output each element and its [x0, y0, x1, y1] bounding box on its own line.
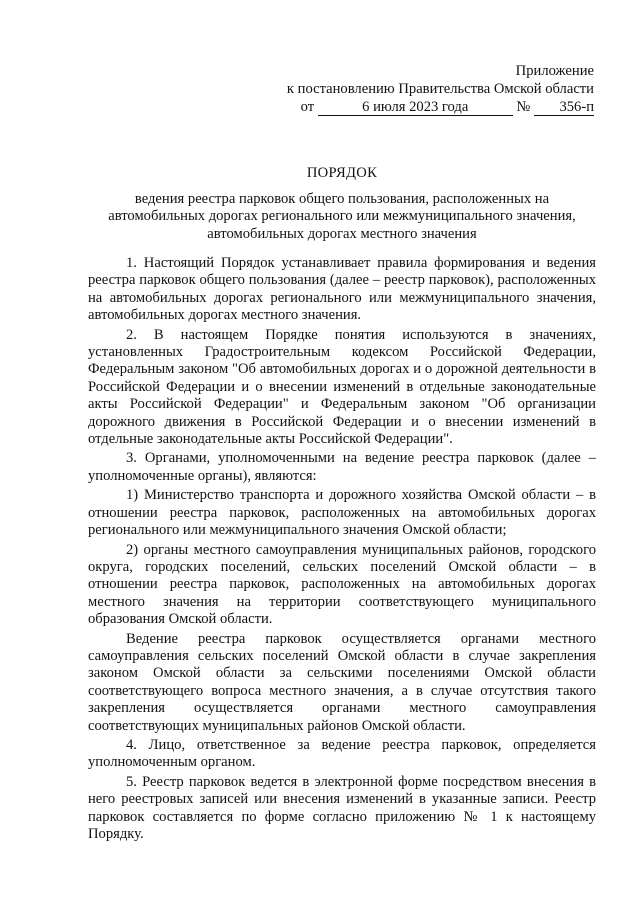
from-label: от [300, 99, 315, 115]
paragraph-3-item-2: 2) органы местного самоуправления муниципальных районов, городского округа, городских поселений, сельских поселений Омской области – в отношении реестра парковок, расположенных на автомобильных дорогах местного значения на территории соответствующего муниципального образования Омской области. [88, 541, 596, 628]
number-label: № [516, 99, 531, 115]
paragraph-3: 3. Органами, уполномоченными на ведение реестра парковок (далее – уполномоченные органы), являются: [88, 450, 596, 484]
paragraph-1: 1. Настоящий Порядок устанавливает правила формирования и ведения реестра парковок общего пользования (далее – реестр парковок), расположенных на автомобильных дорогах регионального или межмуниципального значения, автомобильных дорогах местного значения. [88, 255, 596, 324]
paragraph-3-note: Ведение реестра парковок осуществляется органами местного самоуправления сельских поселений Омской области в случае закрепления законом Омской области за сельскими поселениями Омской области соответствующего вопроса местного значения, а в случае отсутствия такого закрепления осуществляется органами местного самоуправления соответствующих муниципальных районов Омской области. [88, 630, 596, 734]
decree-number: 356-п [534, 100, 594, 116]
document-heading [88, 165, 596, 243]
appendix-date-number-line [287, 98, 594, 116]
paragraph-3-item-1: 1) Министерство транспорта и дорожного хозяйства Омской области – в отношении реестра парковок, расположенных на автомобильных дорогах регионального или межмуниципального значения Омской области; [88, 487, 596, 539]
decree-date: 6 июля 2023 года [318, 100, 513, 116]
paragraph-2: 2. В настоящем Порядке понятия используются в значениях, установленных Градостроительным кодексом Российской Федерации, Федеральным законом "Об автомобильных дорогах и о дорожной деятельности в Российской Федерации и о внесении изменений в отдельные законодательные акты Российской Федерации" и Федеральным законом "Об организации дорожного движения в Российской Федерации и о внесении изменений в отдельные законодательные акты Российской Федерации". [88, 326, 596, 448]
paragraph-5: 5. Реестр парковок ведется в электронной форме посредством внесения в него реестровых записей или внесения изменений в указанные записи. Реестр парковок составляется по форме согласно приложению № 1 к настоящему Порядку. [88, 773, 596, 842]
document-title: ПОРЯДОК [306, 165, 378, 181]
paragraph-4: 4. Лицо, ответственное за ведение реестра парковок, определяется уполномоченным органом. [88, 736, 596, 771]
document-subtitle: ведения реестра парковок общего пользования, расположенных на автомобильных дорогах регионального или межмуниципального значения, автомобильных дорогах местного значения [108, 190, 576, 242]
appendix-decree-ref: к постановлению Правительства Омской области [286, 81, 594, 97]
document-body [88, 255, 596, 843]
appendix-header [287, 62, 594, 116]
appendix-title: Приложение [515, 63, 594, 79]
